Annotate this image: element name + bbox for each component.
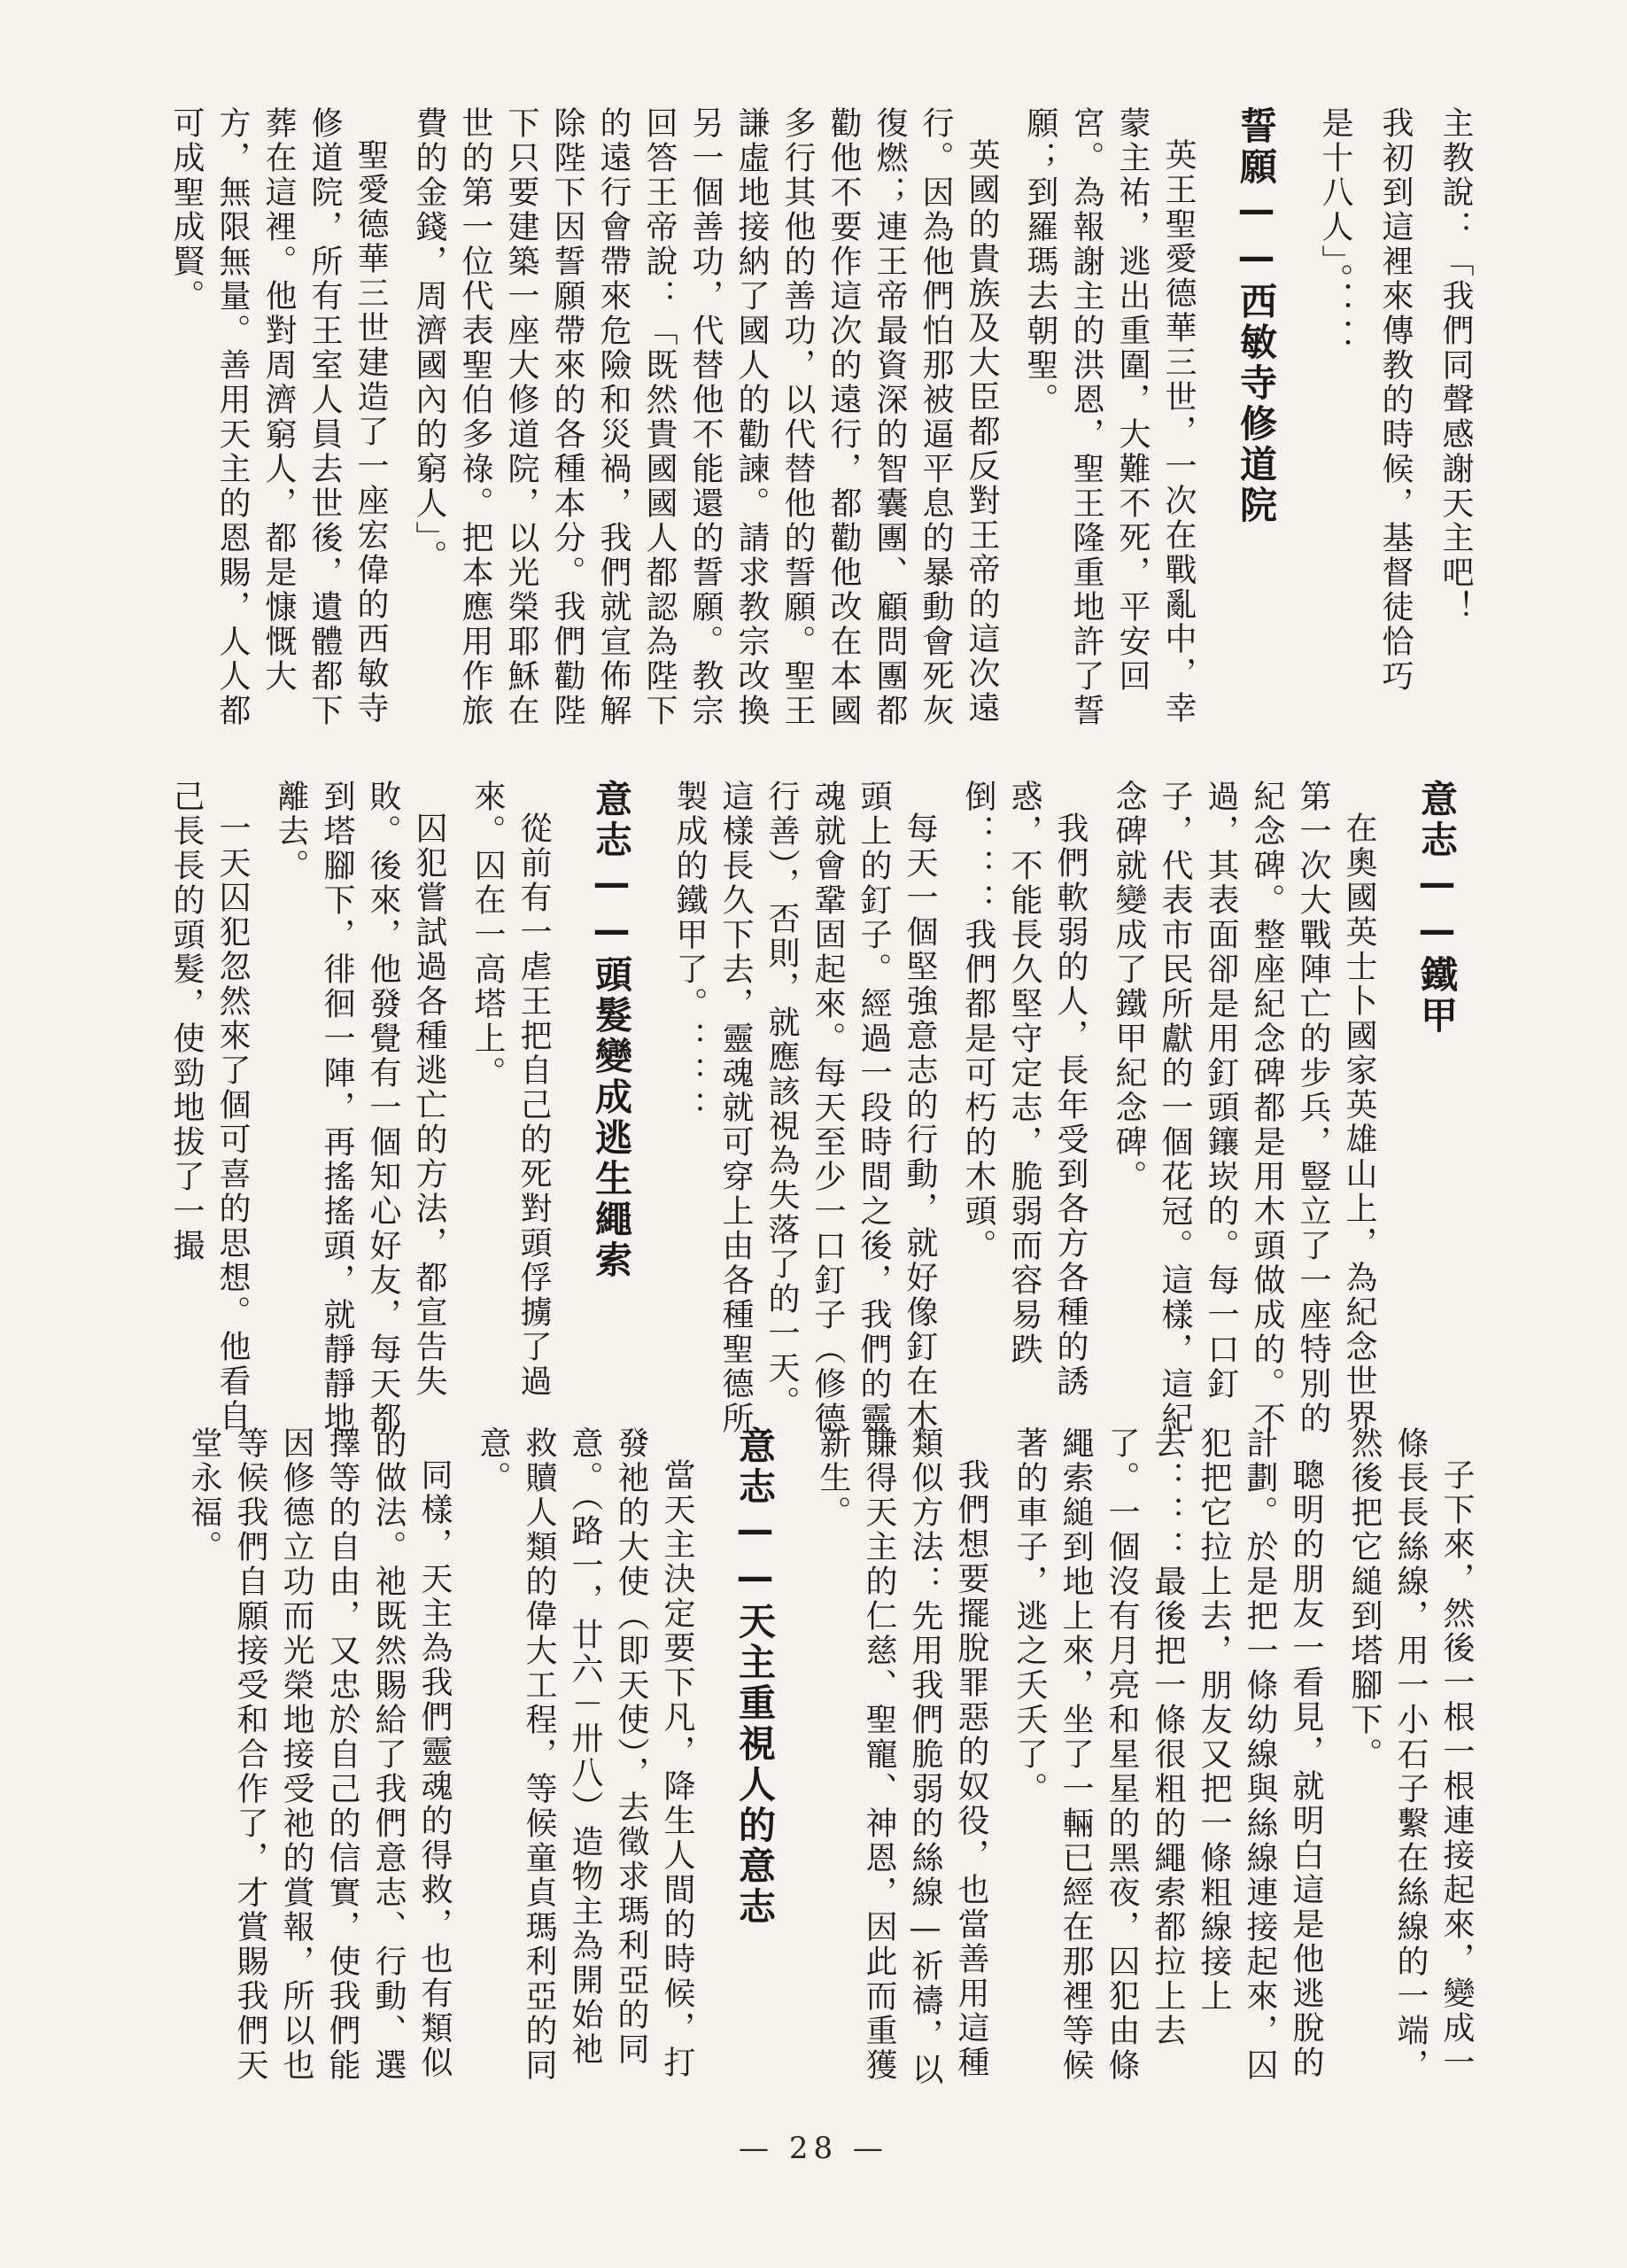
paragraph: 在奧國英士卜國家英雄山上，為紀念世界第一次大戰陣亡的步兵，豎立了一座特別的紀念碑。整座紀念碑都是用木頭做成的。不過，其表面卻是用釘頭鑲崁的。每一口釘子，代表市民所獻的一個花冠。這樣，這紀念碑就變成了鐵甲紀念碑。 [1111, 780, 1377, 1436]
intro-line: 主教說：「我們同聲感謝天主吧！ [1437, 106, 1474, 625]
intro-line: 是十八人」。．．．． [1317, 106, 1353, 372]
paragraph: 子下來，然後一根一根連接起來，變成一條長長絲線，用一小石子繫在絲線的一端，然後把它縋到塔腳下。 [1346, 1426, 1475, 2083]
section-will-armor-and-hair [133, 780, 1479, 1453]
heading-hair-rope: 意志——頭髮變成逃生繩索 [590, 780, 633, 1281]
heading-westminster: 誓願——西敏寺修道院 [1235, 106, 1278, 526]
page-number: — 28 — [739, 2131, 888, 2166]
paragraph: 聰明的朋友一看見，就明白這是他逃脫的計劃。於是把一條幼線與絲線連接起來，囚犯把它拉上去，朋友又把一條粗線接上去：：：最後把一條很粗的繩索都拉上去了。一個沒有月亮和星星的黑夜，囚犯由條繩索縋到地上來，坐了一輛已經在那裡等候著的車子，逃之夭夭了。 [1011, 1426, 1324, 2083]
paragraph: 聖愛德華三世建造了一座宏偉的西敏寺修道院，所有王室人員去世後，遺體都下葬在這裡。他對周濟窮人，都是慷慨大方，無限無量。善用天主的恩賜，人人都可成聖成賢。 [168, 106, 389, 728]
paragraph: 每天一個堅強意志的行動，就好像釘在木頭上的釘子。經過一段時間之後，我們的靈魂就會鞏固起來。每天至少一口釘子（修德行善），否則，就應該視為失落了的一天。這樣長久下去，靈魂就可穿上由各種聖德所製成的鐵甲了。：：： [671, 780, 938, 1436]
paragraph: 一天囚犯忽然來了個可喜的思想。他看自己長長的頭髮，使勁地拔了一撮 [168, 780, 251, 1433]
paragraph: 當天主決定要下凡，降生人間的時候，打發祂的大使（即天使），去徵求瑪利亞的同意。（路一，廿六－卅八）造物主為開始祂救贖人類的偉大工程，等候童貞瑪利亞的同意。 [475, 1426, 695, 2083]
paragraph: 我們想要擺脫罪惡的奴役，也當善用這種類似方法：先用我們脆弱的絲線—祈禱，以賺得天主的仁慈、聖寵、神恩，因此而重獲新生。 [815, 1426, 989, 2087]
paragraph: 英王聖愛德華三世，一次在戰亂中，幸蒙主祐，逃出重圍，大難不死，平安回宮。為報謝主的洪恩，聖王隆重地許了誓願；到羅瑪去朝聖。 [1022, 106, 1197, 728]
section-westminster [133, 106, 1479, 753]
paragraph: 英國的貴族及大臣都反對王帝的這次遠行。因為他們怕那被逼平息的暴動會死灰復燃；連王帝最資深的智囊團、顧問團都勸他不要作這次的遠行，都勸他改在本國多行其他的善功，以代替他的誓願。聖王謙虛地接納了國人的勸諫。請求教宗改換另一個善功，代替他不能還的誓願。教宗回答王帝說：「既然貴國國人都認為陛下的遠行會帶來危險和災禍，我們就宣佈解除陛下因誓願帶來的各種本分。我們勸陛下只要建築一座大修道院，以光榮耶穌在世的第一位代表聖伯多祿。把本應用作旅費的金錢，周濟國內的窮人」。 [411, 106, 1000, 728]
paragraph: 我們軟弱的人，長年受到各方各種的誘惑，不能長久堅守定志，脆弱而容易跌倒：：：我們都是可朽的木頭。 [960, 780, 1089, 1399]
heading-iron-armor: 意志——鐵甲 [1415, 780, 1459, 1037]
heading-gods-will: 意志——天主重視人的意志 [733, 1426, 777, 1928]
paragraph: 囚犯嘗試過各種逃亡的方法，都宣告失敗。後來，他發覺有一個知心好友，每天都到塔腳下，徘徊一陣，再搖搖頭，就靜靜地離去。 [273, 780, 447, 1436]
paragraph: 從前有一虐王把自己的死對頭俘擄了過來。囚在一高塔上。 [469, 780, 552, 1399]
intro-line: 我初到這裡來傳教的時候，基督徒恰巧 [1377, 106, 1414, 694]
section-will-god [133, 1426, 1479, 2091]
paragraph: 同樣，天主為我們靈魂的得救，也有類似的做法。祂既然賜給了我們意志、行動、選擇等的自由，又忠於自己的信實，使我們能因修德立功而光榮地接受祂的賞報，所以也等候我們自願接受和合作了，才賞賜我們天堂永福。 [186, 1426, 453, 2083]
